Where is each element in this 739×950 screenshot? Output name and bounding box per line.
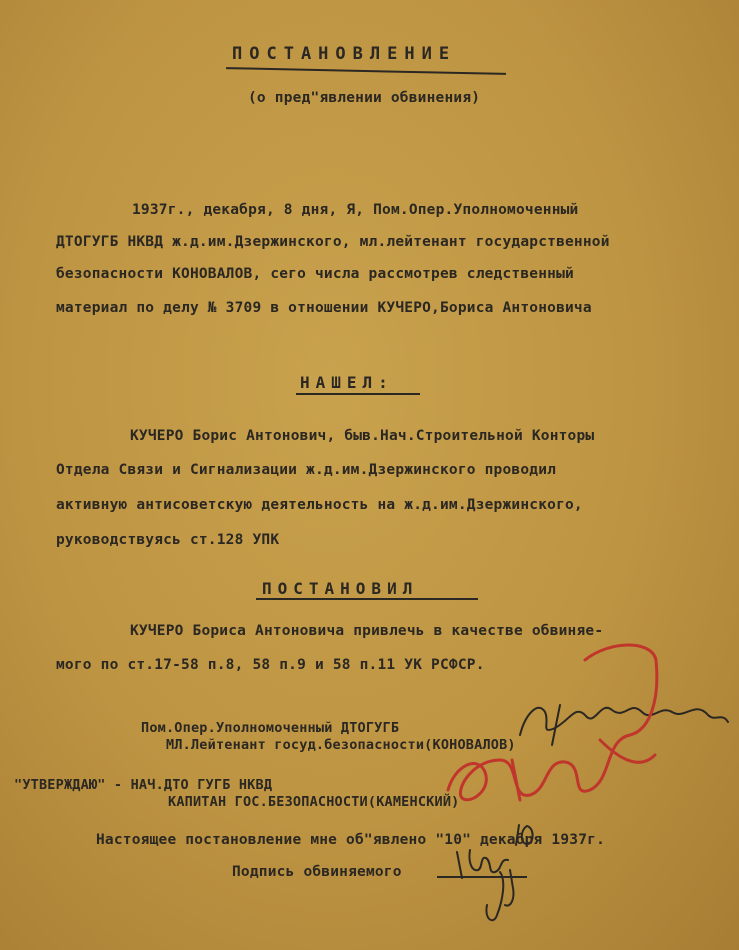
intro-line: 1937г., декабря, 8 дня, Я, Пом.Опер.Уполномоченный [132, 202, 579, 218]
handwritten-date-day [516, 825, 533, 845]
resolved-heading: ПОСТАНОВИЛ [262, 579, 419, 598]
found-line: КУЧЕРО Борис Антонович, быв.Нач.Строительной Конторы [130, 428, 595, 444]
resolved-line: мого по ст.17-58 п.8, 58 п.9 и 58 п.11 УК РСФСР. [56, 657, 485, 673]
intro-line: материал по делу № 3709 в отношении КУЧЕРО,Бориса Антоновича [56, 300, 592, 316]
red-approval-signature [448, 645, 657, 800]
found-line: Отдела Связи и Сигнализации ж.д.им.Дзержинского проводил [56, 462, 557, 478]
approval-line: "УТВЕРЖДАЮ" - НАЧ.ДТО ГУГБ НКВД [14, 777, 273, 793]
found-line: активную антисоветскую деятельность на ж.д.им.Дзержинского, [56, 497, 583, 513]
intro-line: безопасности КОНОВАЛОВ, сего числа рассмотрев следственный [56, 266, 574, 282]
accused-signature-label: Подпись обвиняемого [232, 864, 402, 880]
accused-handwritten-signature [457, 850, 513, 920]
found-heading: НАШЕЛ: [300, 373, 394, 392]
document-subtitle: (о пред"явлении обвинения) [248, 90, 481, 106]
officer-rank-name: МЛ.Лейтенант госуд.безопасности(КОНОВАЛОВ) [166, 737, 516, 753]
announcement-line: Настоящее постановление мне об"явлено "10" декабря 1937г. [96, 832, 605, 848]
officer-handwritten-signature [520, 705, 728, 745]
document-title: ПОСТАНОВЛЕНИЕ [232, 44, 457, 64]
intro-line: ДТОГУГБ НКВД ж.д.им.Дзержинского, мл.лейтенант государственной [56, 234, 610, 250]
resolved-line: КУЧЕРО Бориса Антоновича привлечь в качестве обвиняе- [130, 623, 604, 639]
officer-position: Пом.Опер.Уполномоченный ДТОГУГБ [141, 720, 400, 736]
approver-rank-name: КАПИТАН ГОС.БЕЗОПАСНОСТИ(КАМЕНСКИЙ) [168, 794, 460, 810]
found-line: руководствуясь ст.128 УПК [56, 532, 280, 548]
